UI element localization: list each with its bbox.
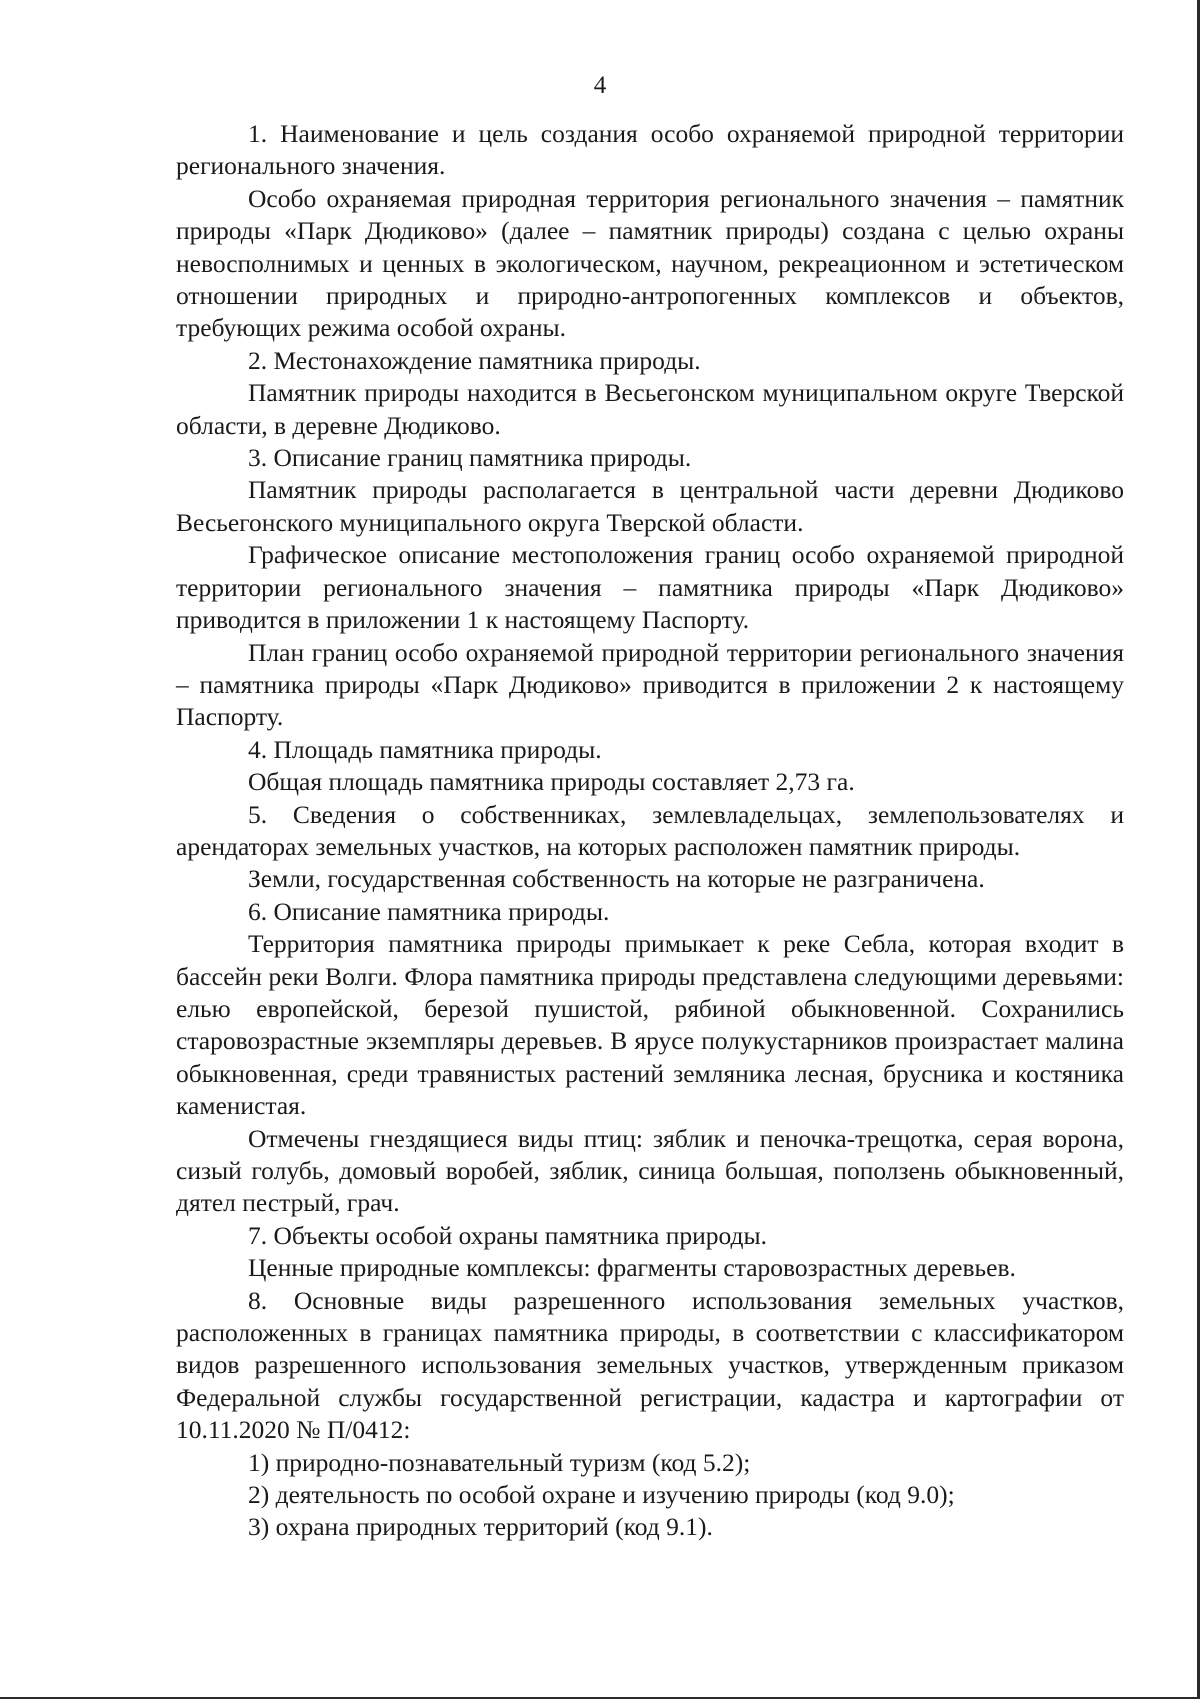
paragraph-boundaries: Памятник природы располагается в центральной части деревни Дюдиково Весьегонского муниципального округа Тверской области. (176, 475, 1124, 537)
list-item-land-use-1: 1) природно-познавательный туризм (код 5.2); (248, 1447, 751, 1477)
section-heading-8: 8. Основные виды разрешенного использования земельных участков, расположенных в границах памятника природы, в соответствии с классификатором видов разрешенного использования земельных участков, утвержденным приказом Федеральной службы государственной регистрации, кадастра и картографии от 10.11.2020 № П/0412: (176, 1285, 1124, 1445)
paragraph-boundary-plan: План границ особо охраняемой природной территории регионального значения – памятника природы «Парк Дюдиково» приводится в приложении 2 к настоящему Паспорту. (176, 637, 1124, 732)
paragraph-area: Общая площадь памятника природы составляет 2,73 га. (248, 767, 855, 797)
paragraph-owners: Земли, государственная собственность на которые не разграничена. (248, 864, 985, 894)
paragraph-location: Памятник природы находится в Весьегонском муниципальном округе Тверской области, в деревне Дюдиково. (176, 378, 1124, 440)
paragraph-birds: Отмечены гнездящиеся виды птиц: зяблик и пеночка-трещотка, серая ворона, сизый голубь, домовый воробей, зяблик, синица большая, поползень обыкновенный, дятел пестрый, грач. (176, 1123, 1124, 1218)
paragraph-flora: Территория памятника природы примыкает к реке Себла, которая входит в бассейн реки Волги. Флора памятника природы представлена следующими деревьями: елью европейской, березой пушистой, рябиной обыкновенной. Сохранились старовозрастные экземпляры деревьев. В ярусе полукустарников произрастает малина обыкновенная, среди травянистых растений земляника лесная, брусника и костяника каменистая. (176, 929, 1124, 1121)
paragraph-protected-objects: Ценные природные комплексы: фрагменты старовозрастных деревьев. (248, 1253, 1016, 1283)
section-heading-5: 5. Сведения о собственниках, землевладельцах, землепользователях и арендаторах земельных участков, на которых расположен памятник природы. (176, 799, 1124, 861)
section-heading-1: 1. Наименование и цель создания особо охраняемой природной территории регионального значения. (176, 119, 1124, 181)
paragraph-purpose: Особо охраняемая природная территория регионального значения – памятник природы «Парк Дюдиково» (далее – памятник природы) создана с целью охраны невосполнимых и ценных в экологическом, научном, рекреационном и эстетическом отношении природных и природно-антропогенных комплексов и объектов, требующих режима особой охраны. (176, 183, 1124, 343)
section-heading-3: 3. Описание границ памятника природы. (248, 443, 692, 473)
section-heading-7: 7. Объекты особой охраны памятника природы. (248, 1220, 768, 1250)
paragraph-graphic-description: Графическое описание местоположения границ особо охраняемой природной территории регионального значения – памятника природы «Парк Дюдиково» приводится в приложении 1 к настоящему Паспорту. (176, 540, 1124, 635)
section-heading-2: 2. Местонахождение памятника природы. (248, 345, 701, 375)
page-number: 4 (593, 72, 607, 99)
section-heading-4: 4. Площадь памятника природы. (248, 734, 602, 764)
section-heading-6: 6. Описание памятника природы. (248, 896, 610, 926)
list-item-land-use-2: 2) деятельность по особой охране и изучению природы (код 9.0); (248, 1480, 955, 1510)
list-item-land-use-3: 3) охрана природных территорий (код 9.1). (248, 1512, 713, 1542)
document-body (176, 118, 1124, 1544)
